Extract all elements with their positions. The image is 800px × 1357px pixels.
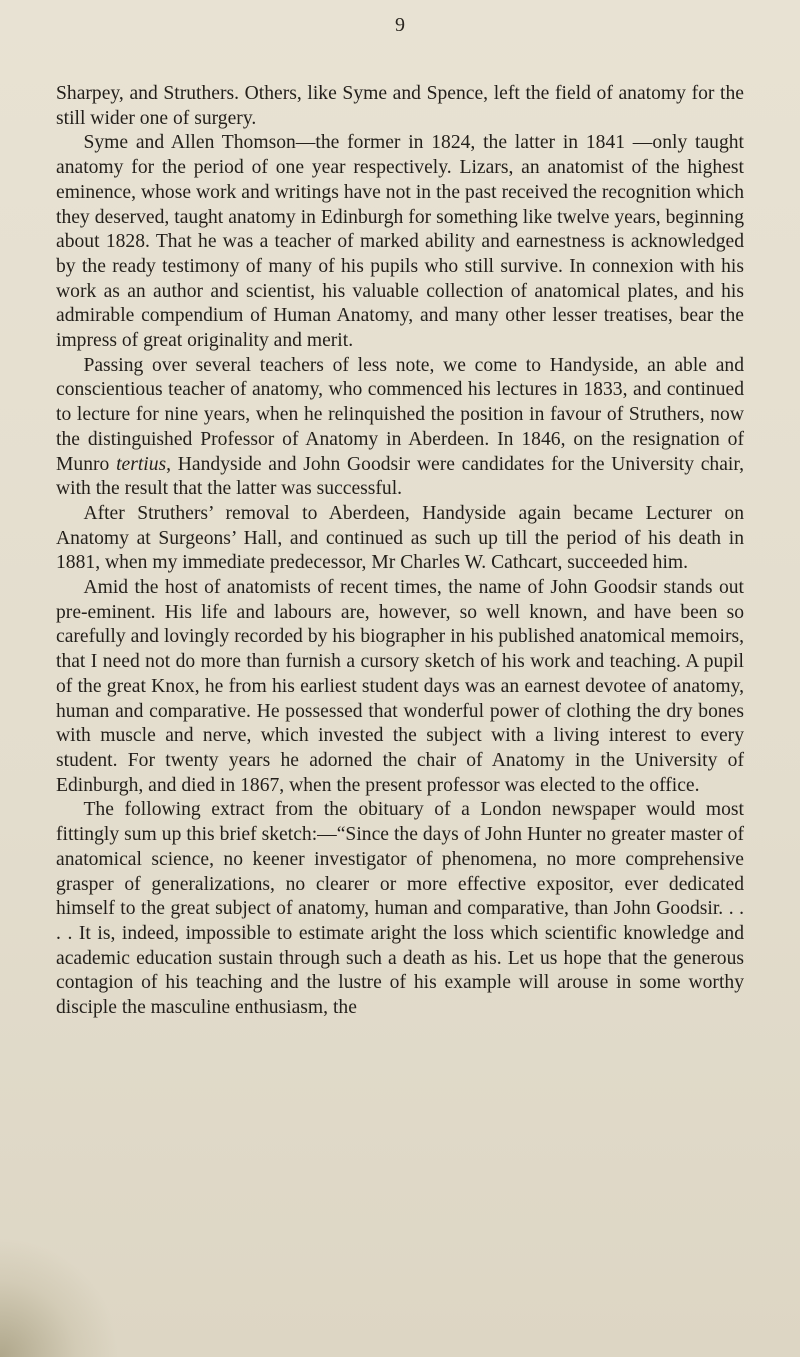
paragraph bbox=[56, 131, 744, 353]
text-run: , Handyside and John Goodsir were candidates for the University chair, with the result that the latter was successful. bbox=[56, 453, 744, 500]
text-run: Syme and Allen Thomson—the former in 1824, the latter in 1841 —only taught anatomy for the period of one year respectively. Lizars, an anatomist of the highest eminence, whose work and writings have not in the past received the recognition which they deserved, taught anatomy in Edinburgh for something like twelve years, beginning about 1828. That he was a teacher of marked ability and earnestness is acknowledged by the ready testimony of many of his pupils who still survive. In connexion with his work as an author and scientist, his valuable collection of anatomical plates, and his admirable compendium of Human Anatomy, and many other lesser treatises, bear the impress of great originality and merit. bbox=[56, 132, 744, 352]
paragraph bbox=[56, 354, 744, 502]
paper-stain bbox=[0, 1237, 120, 1357]
page-number: 9 bbox=[395, 14, 405, 36]
text-run: Sharpey, and Struthers. Others, like Syme and Spence, left the field of anatomy for the still wider one of surgery. bbox=[56, 83, 744, 129]
italic-text: tertius bbox=[116, 453, 167, 475]
text-run: Passing over several teachers of less note, we come to Handyside, an able and conscientious teacher of anatomy, who commenced his lectures in 1833, and continued to lecture for nine years, when he relinquished the position in favour of Struthers, now the distinguished Professor of Anatomy in Aberdeen. In 1846, on the resignation of Munro bbox=[56, 354, 744, 475]
text-run: The following extract from the obituary of a London newspaper would most fittingly sum up this brief sketch:—“Since the days of John Hunter no greater master of anatomical science, no keener investigator of phenomena, no more comprehensive grasper of generalizations, no clearer or more effective expositor, ever dedicated himself to the great subject of anatomy, human and comparative, than John Goodsir. . . . . It is, indeed, impossible to estimate aright the loss which scientific knowledge and academic education sustain through such a death as his. Let us hope that the generous contagion of his teaching and the lustre of his example will arouse in some worthy disciple the masculine enthusiasm, the bbox=[56, 799, 744, 1019]
paragraph bbox=[56, 576, 744, 798]
paragraph bbox=[56, 82, 744, 131]
paragraph bbox=[56, 502, 744, 576]
text-run: After Struthers’ removal to Aberdeen, Handyside again became Lecturer on Anatomy at Surgeons’ Hall, and continued as such up till the period of his death in 1881, when my immediate predecessor, Mr Charles W. Cathcart, succeeded him. bbox=[56, 502, 744, 574]
body-text bbox=[56, 82, 744, 1021]
paragraph bbox=[56, 798, 744, 1020]
text-run: Amid the host of anatomists of recent times, the name of John Goodsir stands out pre-eminent. His life and labours are, however, so well known, and have been so carefully and lovingly recorded by his biographer in his published anatomical memoirs, that I need not do more than furnish a cursory sketch of his work and teaching. A pupil of the great Knox, he from his earliest student days was an earnest devotee of anatomy, human and comparative. He possessed that wonderful power of clothing the dry bones with muscle and nerve, which invested the subject with a living interest to every student. For twenty years he adorned the chair of Anatomy in the University of Edinburgh, and died in 1867, when the present professor was elected to the office. bbox=[56, 577, 744, 796]
